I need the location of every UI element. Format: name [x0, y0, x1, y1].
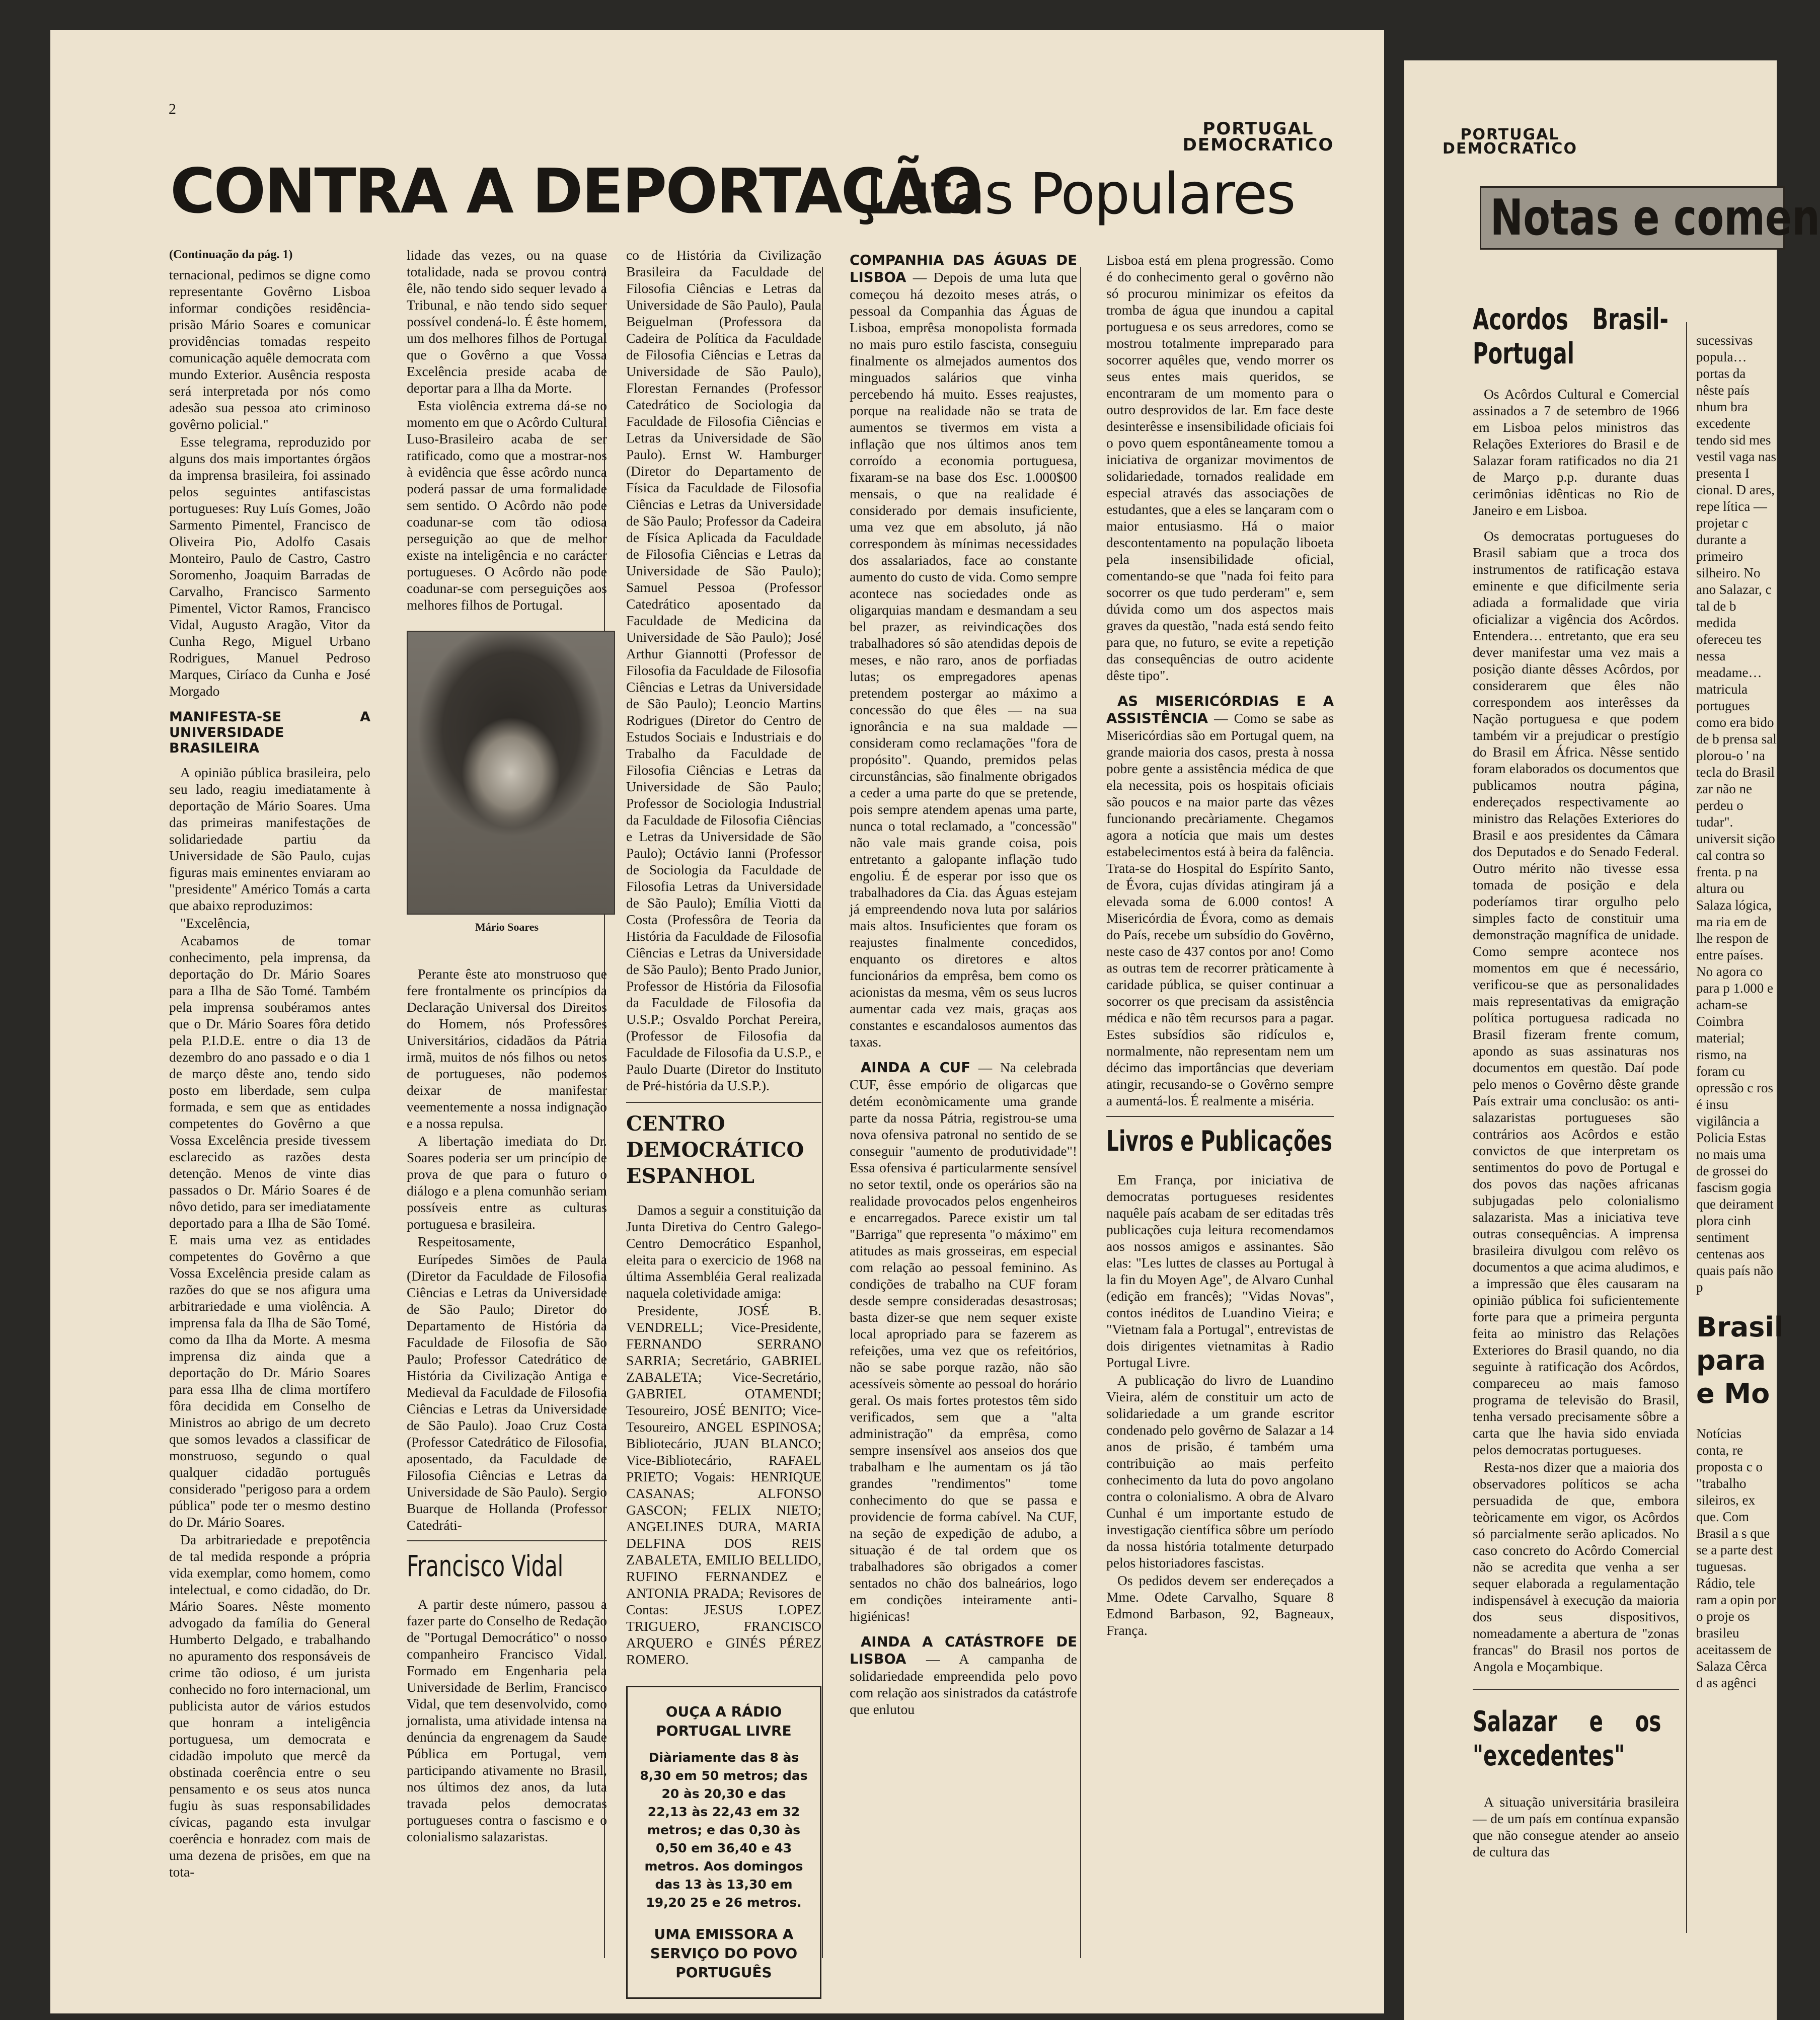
- paragraph-fragment: Notícias conta, re proposta c o "trabalho sileiros, ex que. Com Brasil a s que se a parte dest tuguesas. Rádio, tele ram a opin por o proje os brasileu aceitassem de Salaza Cêrca d as agênci: [1696, 1426, 1776, 1690]
- section-heading: MANIFESTA-SE A UNIVERSIDADE BRASILEIRA: [169, 709, 370, 756]
- portrait-photo: [407, 631, 615, 915]
- paragraph: [850, 1633, 1077, 1717]
- masthead: PORTUGAL DEMOCRATICO: [1443, 126, 1577, 158]
- paragraph: Acabamos de tomar conhecimento, pela imprensa, da deportação do Dr. Mário Soares para a Ilha de São Tomé. Também pela imprensa soubéramos antes que o Dr. Mário Soares fôra detido pela P.I.D.E. entre o dia 13 de dezembro do ano passado e o dia 1 de março dêste ano, tendo sido posto em liberdade, sem culpa formada, e sem que as entidades competentes do Govêrno a que Vossa Excelência preside tivessem esclarecido as razões desta detenção. Menos de vinte dias passados o Dr. Mário Soares é de nôvo detido, para ser imediatamente deportado para a Ilha de São Tomé. E mais uma vez as entidades competentes do Govêrno a que Vossa Excelência preside calam as razões do que se nos afigura uma arbitrariedade e uma violência. A imprensa fala da Ilha de São Tomé, como da Ilha da Morte. A mesma imprensa diz ainda que a deportação do Dr. Mário Soares para essa Ilha de clima mortífero fôra decidida em Conselho de Ministros ao abrigo de um decreto que somos levados a classificar de monstruoso, segundo o qual qualquer cidadão português considerado "perigoso para a ordem pública" pode ter o mesmo destino do Dr. Mário Soares.: [169, 933, 370, 1530]
- paragraph-text: — Na celebrada CUF, êsse empório de oligarcas que detém econòmicamente uma grande parte da nossa Pátria, registrou-se uma nova ofensiva patronal no sentido de se conseguir "aumento de produtividade"! Essa ofensiva é particularmente sensível no setor textil, onde os operários são na realidade provocados pelos engenheiros e encarregados. Parece existir um tal "Barriga" que representa "o máximo" em atitudes as mais grosseiras, em especial com relação ao pessoal feminino. As condições de trabalho na CUF foram desde sempre consideradas desastrosas; basta dizer-se que nem sequer existe local apropriado para se fazerem as refeições, uma vez que os refeitórios, não se sabe porque razão, não são acessíveis sòmente ao pessoal do horário geral. Os mais fortes protestos têm sido verificados, sem que a "alta administração" da emprêsa, como sempre insensível aos anseios dos que trabalham e lhe aumentam os já tão grandes "rendimentos" tome conhecimento do que se passa e providencie de forma cabível. Na CUF, na seção de expedição de adubo, a situação é de tal ordem que os trabalhadores são obrigados a comer sentados no chão dos balneários, logo em condições inteiramente anti-higiénicas!: [850, 1060, 1077, 1624]
- paragraph: Lisboa está em plena progressão. Como é do conhecimento geral o govêrno não só procurou minimizar os efeitos da tromba de água que inundou a capital portuguesa e os seus arredores, como se mostrou totalmente impreparado para socorrer aquêles que, vendo morrer os seus entes mais queridos, se encontraram de um momento para o outro desprovidos de lar. Em face deste desinterêsse e insensibilidade oficiais foi o povo quem espontâneamente tomou a iniciativa de organizar movimentos de solidariedade, tornados realidade em especial através das associações de estudantes, que a eles se lançaram com o maior entusiasmo. Há o maior descontentamento na população liboeta pela insensibilidade oficial, comentando-se que "nada foi feito para socorrer os que tudo perderam" e, sem dúvida como um dos aspectos mais graves da questão, "nada está sendo feito para que, no futuro, se evite a repetição das consequências de outro acidente dêste tipo".: [1106, 252, 1334, 683]
- run-in-heading: COMPANHIA DAS ÁGUAS DE LISBOA: [850, 252, 1077, 285]
- paragraph-text: — Depois de uma luta que começou há dezoito meses atrás, o pessoal da Companhia das Águas de Lisboa, emprêsa monopolista formada no mais puro estilo fascista, conseguiu finalmente os almejados aumentos dos minguados salários que vinha percebendo há muito. Esses reajustes, porque na realidade não se trata de aumentos se tivermos em vista a inflação que nos últimos anos tem corroído a economia portuguesa, fixaram-se na base dos Esc. 1.000$00 mensais, o que na realidade é considerado por demais insuficiente, uma vez que em absoluto, já não correspondem às mínimas necessidades dos assalariados, face ao constante aumento do custo de vida. Como sempre acontece nas sociedades onde as oligarquias mandam e desmandam a seu bel prazer, as reivindicações dos trabalhadores só são atendidas depois de meses, e não raro, anos de porfiadas lutas; os empregadores apenas pretendem postergar ao máximo a concessão do que êles — na sua ignorância e na sua maldade — consideram como reclamações "fora de propósito". Quando, premidos pelas circunstâncias, são finalmente obrigados a ceder a uma parte do que se pretende, pois sempre atendem apenas uma parte, nunca o total reclamado, a "concessão" não vale mais grande coisa, pois entretanto a galopante inflação tudo engoliu. É de esperar por isso que os trabalhadores da Cia. das Águas estejam já empreendendo nova luta por salários mais altos. Insuficientes que foram os reajustes finalmente concedidos, enquanto os diretores e altos funcionários da emprêsa, bem como os acionistas da mesma, vêm os seus lucros aumentar cada vez mais, graças aos constantes e escandalosos aumentos das taxas.: [850, 269, 1078, 1050]
- column-rule: [1686, 322, 1687, 1933]
- photo-caption: Mário Soares: [475, 921, 539, 933]
- paragraph: ternacional, pedimos se digne como representante Govêrno Lisboa informar condições residência-prisão Mário Soares e comunicar providências tomadas respeito comunicação aquêle democrata com mundo Exterior. Ausência resposta será interpretada por nós como adesão sua pessoa ato criminoso govêrno policial.": [169, 267, 370, 432]
- paragraph: co de História da Civilização Brasileira da Faculdade de Filosofia Ciências e Letras da Universidade de São Paulo), Paula Beiguelman (Professora da Cadeira de Política da Faculdade de Filosofia Ciências e Letras da Universidade de São Paulo), Florestan Fernandes (Professor Catedrático de Sociologia da Faculdade de Filosofia Ciências e Letras da Universidade de São Paulo). Ernst W. Hamburger (Diretor do Departamento de Física da Faculdade de Filosofia Ciências e Letras da Universidade de São Paulo; Professor da Cadeira de Física Aplicada da Faculdade de Filosofia Ciências e Letras da Universidade de São Paulo); Samuel Pessoa (Professor Catedrático aposentado da Faculdade de Medicina da Universidade de São Paulo); José Arthur Giannotti (Professor de Filosofia da Faculdade de Filosofia Ciências e Letras da Universidade de São Paulo); Leoncio Martins Rodrigues (Diretor do Centro de Estudos Sociais e Industriais e do Trabalho da Faculdade de Filosofia Ciências e Letras da Universidade de São Paulo; Professor de Sociologia Industrial da Faculdade de Filosofia Ciências e Letras da Universidade de São Paulo); Octávio Ianni (Professor de Sociologia da Faculdade de Filosofia Letras da Universidade de São Paulo); Emília Viotti da Costa (Professôra de Teoria da História da Faculdade de Filosofia Ciências e Letras da Universidade de São Paulo); Bento Prado Junior, Professor de História da Filosofia da Faculdade de Filosofia da U.S.P.; Osvaldo Porchat Pereira, (Professor de Filosofia da Faculdade de Filosofia da U.S.P., e Paulo Duarte (Diretor do Instituto de Pré-história da U.S.P.).: [626, 247, 821, 1093]
- paragraph: Da arbitrariedade e prepotência de tal medida responde a própria vida exemplar, como homem, como intelectual, e como cidadão, do Dr. Mário Soares. Nêste momento advogado da família do General Humberto Delgado, e trabalhando no apuramento dos responsáveis de crime tão odioso, é um jurista conhecido no foro internacional, um publicista autor de vários estudos que honram a inteligência portuguesa, um democrata e cidadão impoluto que mercê da obstinada coerência entre o seu pensamento e os seus atos nunca fugiu às suas responsabilidades cívicas, pagando esta invulgar coerência e honradez com mais de uma dezena de prisões, em que na tota-: [169, 1532, 370, 1880]
- masthead: PORTUGAL DEMOCRATICO: [1182, 119, 1334, 155]
- article-column-notas: [1473, 302, 1679, 1861]
- section-rule: [1473, 1689, 1679, 1690]
- paragraph: [850, 252, 1077, 1050]
- page-number: 2: [169, 101, 176, 117]
- radio-box-schedule: Diàriamente das 8 às 8,30 em 50 metros; das 20 às 20,30 e das 22,13 às 22,43 em 32 metros; e das 0,30 às 0,50 em 36,40 e 43 metros. Aos domingos das 13 às 13,30 em 19,20 25 e 26 metros.: [640, 1750, 808, 1910]
- section-title-acordos: Acordos Brasil-Portugal: [1473, 302, 1669, 370]
- paragraph: [1106, 693, 1334, 1109]
- radio-box: [626, 1686, 821, 1999]
- paragraph: Os pedidos devem ser endereçados a Mme. Odete Carvalho, Square 8 Edmond Barbason, 92, Bagneaux, França.: [1106, 1573, 1334, 1638]
- column-rule: [1080, 267, 1081, 1958]
- paragraph: A partir deste número, passou a fazer parte do Conselho de Redação de "Portugal Democrático" o nosso companheiro Francisco Vidal. Formado em Engenharia pela Universidade de Berlim, Francisco Vidal, que tem desenvolvido, como jornalista, uma atividade intensa na denúncia da engrenagem da Saude Pública em Portugal, vem participando ativamente no Brasil, nos últimos dez anos, da luta travada pelos democratas portugueses contra o fascismo e o colonialismo salazaristas.: [407, 1596, 607, 1844]
- paragraph: Eurípedes Simões de Paula (Diretor da Faculdade de Filosofia Ciências e Letras da Universidade de São Paulo; Diretor do Departamento de História da Faculdade de Filosofia de São Paulo; Professor Catedrático de História da Civilização Antiga e Medieval da Faculdade de Filosofia Ciências e Letras da Universidade de São Paulo). Joao Cruz Costa (Professor Catedrático de Filosofia, aposentado, da Faculdade de Filosofia Ciências e Letras da Universidade de São Paulo). Sergio Buarque de Hollanda (Professor Catedráti-: [407, 1251, 607, 1533]
- paragraph: Esse telegrama, reproduzido por alguns dos mais importantes órgãos da imprensa brasileira, foi assinado pelos seguintes antifascistas portugueses: Ruy Luís Gomes, João Sarmento Pimentel, Francisco de Oliveira Pio, Adolfo Casais Monteiro, Paulo de Castro, Castro Soromenho, Joaquim Barradas de Carvalho, Francisco Sarmento Pimentel, Victor Ramos, Francisco Vidal, Augusto Aragão, Vitor da Cunha Rego, Miguel Urbano Rodrigues, Manuel Pedroso Marques, Ciríaco da Cunha e José Morgado: [169, 434, 370, 699]
- section-title-brasil: Brasil para e Mo: [1696, 1311, 1784, 1409]
- article-column-right-fragment: [1696, 332, 1784, 2003]
- paragraph: "Excelência,: [180, 915, 250, 931]
- notas-banner-text: Notas e comen: [1490, 189, 1820, 247]
- radio-box-title: OUÇA A RÁDIO PORTUGAL LIVRE: [656, 1703, 792, 1739]
- run-in-heading: AINDA A CUF: [861, 1060, 971, 1076]
- paragraph: Os democratas portugueses do Brasil sabiam que a troca dos instrumentos de ratificação estava eminente e que dificilmente seria adiada a formalidade que viria oficializar a vigência dos Acôrdos. Entendera… entretanto, que era seu dever manifestar uma vez mais a posição diante dêsses Acôrdos, por considerarem que êles não correspondem aos interêsses da Nação portuguesa e que podem também vir a prejudicar o prestígio do Brasil em África. Nêsse sentido foram elaborados os documentos que publicamos noutra página, endereçados respectivamente ao ministro das Relações Exteriores do Brasil e aos presidentes da Câmara dos Deputados e do Senado Federal. Outro mérito não tivesse essa tomada de posição e dela poderíamos tirar orgulho pelo simples facto de constituir uma demonstração magnífica de unidade. Como sempre acontece nos momentos em que é necessário, verificou-se que as personalidades mais representativas da emigração política portuguesa radicada no Brasil fizeram frente comum, apondo as suas assinaturas nos documentos em questão. Daí pode pelo menos o Govêrno dêste grande País extrair uma conclusão: os anti-salazaristas portugueses são contrários aos Acôrdos e estão convictos de que interpretam os sentimentos do povo de Portugal e dos povos das nações africanas subjugadas pelo colonialismo salazarista. Mas a iniciativa teve outras consequências. A imprensa brasileira divulgou com relêvo os documentos a que acima aludimos, e a impressão que êles causaram na opinião pública foi suficientemente forte para que a primeira pergunta feita ao ministro das Relações Exteriores do Brasil quando, no dia seguinte à ratificação dos Acôrdos, compareceu ao mais famoso programa de televisão do Brasil, tenha versado precisamente sôbre a carta que lhe havia sido enviada pelos democratas portugueses.: [1473, 528, 1679, 1457]
- newspaper-page: [50, 30, 1384, 2013]
- paragraph: Resta-nos dizer que a maioria dos observadores políticos se acha persuadida de que, embora teòricamente em vigor, os Acôrdos só parcialmente serão aplicados. No caso concreto do Acôrdo Comercial não se acredita que venha a ser sequer elaborada a regulamentação indispensável à execução da maioria dos seus dispositivos, nomeadamente a abertura de "zonas francas" do Brasil nos portos de Angola e Moçambique.: [1473, 1459, 1679, 1674]
- newspaper-page-next: [1404, 60, 1820, 2020]
- section-title-centro: CENTRO DEMOCRÁTICO ESPANHOL: [626, 1112, 804, 1188]
- paragraph: Perante êste ato monstruoso que fere frontalmente os princípios da Declaração Universal dos Direitos do Homem, nós Professôres Universitários, cidadãos da Pátria irmã, muitos de nós filhos ou netos de portugueses, não podemos deixar de manifestar veementemente a nossa indignação e a nossa repulsa.: [407, 966, 607, 1131]
- article-column-5: [1106, 252, 1334, 1639]
- paragraph: [850, 1059, 1077, 1624]
- section-rule: [626, 1102, 821, 1103]
- run-in-heading: AS MISERICÓRDIAS E A ASSISTÊNCIA: [1106, 693, 1334, 726]
- paragraph: Damos a seguir a constituição da Junta Diretiva do Centro Galego-Centro Democrático Espanhol, eleita para o exercicio de 1968 na última Assembléia Geral realizada naquela coletividade amiga:: [626, 1202, 821, 1301]
- headline-side: Lutas Populares: [866, 162, 1295, 227]
- paragraph: A libertação imediata do Dr. Soares poderia ser um princípio de prova de que para o futuro o diálogo e a plena comunhão seriam possíveis entre as culturas portuguesa e brasileira.: [407, 1133, 607, 1232]
- article-column-3: [626, 247, 821, 1999]
- paragraph: Os Acôrdos Cultural e Comercial assinados a 7 de setembro de 1966 em Lisboa pelos ministros das Relações Exteriores do Brasil e de Salazar foram ratificados no dia 21 de Março p.p. durante duas cerimônias idênticas no Rio de Janeiro e em Lisboa.: [1473, 386, 1679, 518]
- article-column-4: [850, 252, 1077, 1718]
- radio-box-footer: UMA EMISSORA A SERVIÇO DO POVO PORTUGUÊS: [650, 1926, 798, 1981]
- paragraph: Respeitosamente,: [418, 1234, 515, 1249]
- section-title-vidal: Francisco Vidal: [407, 1549, 564, 1583]
- paragraph: A situação universitária brasileira — de um país em contínua expansão que não consegue atender ao anseio de cultura das: [1473, 1794, 1679, 1859]
- section-rule: [1106, 1116, 1334, 1117]
- notas-banner: [1480, 186, 1820, 250]
- run-in-heading: AINDA A CATÁSTROFE DE LISBOA: [850, 1634, 1077, 1667]
- paragraph: Em França, por iniciativa de democratas portugueses residentes naquêle país acabam de ser editadas três publicações cuja leitura recomendamos aos nossos amigos e assinantes. São elas: "Les luttes de classes au Portugal à la fin du Moyen Age", de Alvaro Cunhal (edição em francês); "Vidas Novas", contos inéditos de Luandino Vieira; e "Vietnam fala a Portugal", entrevistas de dois dirigentes vietnamitas à Radio Portugal Livre.: [1106, 1172, 1334, 1370]
- paragraph: Presidente, JOSÉ B. VENDRELL; Vice-Presidente, FERNANDO SERRANO SARRIA; Secretário, GABRIEL ZABALETA; Vice-Secretário, GABRIEL OTAMENDI; Tesoureiro, JOSÉ BENITO; Vice-Tesoureiro, ANGEL ESPINOSA; Bibliotecário, JUAN BLANCO; Vice-Bibliotecário, RAFAEL PRIETO; Vogais: HENRIQUE CASANAS; ALFONSO GASCON; FELIX NIETO; ANGELINES DURA, MARIA DELFINA DOS REIS ZABALETA, EMILIO BELLIDO, RUFINO FERNANDEZ e ANTONIA PRADA; Revisores de Contas: JESUS LOPEZ TRIGUERO, FRANCISCO ARQUERO e GINÉS PÉREZ ROMERO.: [626, 1303, 821, 1667]
- headline-main: CONTRA A DEPORTAÇÃO: [170, 156, 981, 227]
- paragraph: lidade das vezes, ou na quase totalidade, nada se provou contra êle, não tendo sido sequer levado a Tribunal, e não tendo sido sequer possível condená-lo. É êste homem, um dos melhores filhos de Portugal que o Govêrno a que Vossa Excelência preside acaba de deportar para a Ilha da Morte.: [407, 247, 607, 396]
- paragraph: A opinião pública brasileira, pelo seu lado, reagiu imediatamente à deportação de Mário Soares. Uma das primeiras manifestações de solidariedade partiu da Universidade de São Paulo, cujas figuras mais eminentes enviaram ao "presidente" Américo Tomás a carta que abaixo reproduzimos:: [169, 765, 370, 913]
- paragraph-text: — Como se sabe as Misericórdias são em Portugal quem, na grande maioria dos casos, presta à nossa pobre gente a assistência médica de que ela necessita, pois os hospitais oficiais são poucos e na maior parte das vêzes funcionando precàriamente. Chegamos agora a notícia que mais um destes estabelecimentos está à beira da falência. Trata-se do Hospital do Espírito Santo, de Évora, cujas dívidas atingiram já a elevada soma de 6.000 contos! A Misericórdia de Évora, como as demais do País, recebe um subsídio do Govêrno, neste caso de 437 contos por ano! Como as outras tem de recorrer pràticamente à caridade pública, se quiser continuar a socorrer os que precisam da assistência médica e não têm recursos para a pagar. Estes subsídios são ridículos e, normalmente, não representam nem um décimo das importâncias que deveriam atingir, recusando-se o Govêrno sempre a aumentá-los. É realmente a miséria.: [1106, 710, 1334, 1108]
- column-rule: [822, 267, 823, 1958]
- paragraph: A publicação do livro de Luandino Vieira, além de constituir um acto de solidariedade a um grande escritor condenado pelo govêrno de Salazar a 14 anos de prisão, é também uma contribuição ao mais perfeito conhecimento da luta do povo angolano contra o colonialismo. A obra de Alvaro Cunhal é um importante estudo de investigação científica sôbre um período da nossa história totalmente deturpado pelos historiadores fascistas.: [1106, 1372, 1334, 1570]
- continuation-note: (Continuação da pág. 1): [169, 248, 293, 261]
- paragraph: Esta violência extrema dá-se no momento em que o Acôrdo Cultural Luso-Brasileiro acaba de ser ratificado, como que a mostrar-nos à evidência que êsse acôrdo nunca poderá passar de uma formalidade sem sentido. O Acôrdo não pode coadunar-se com tão odiosa perseguição ao que de melhor existe na inteligência e no carácter portugueses. O Acôrdo não pode coadunar-se com perseguições aos melhores filhos de Portugal.: [407, 398, 607, 613]
- paragraph-text: — A campanha de solidariedade empreendida pelo povo com relação aos sinistrados da catástrofe que enlutou: [850, 1651, 1077, 1717]
- article-column-2: [407, 247, 607, 1846]
- section-rule: [407, 1540, 607, 1541]
- section-title-salazar: Salazar e os "excedentes": [1473, 1705, 1661, 1772]
- section-title-livros: Livros e Publicações: [1106, 1125, 1332, 1158]
- paragraph-fragment: sucessivas popula… portas da nêste país nhum bra excedente tendo sid mes vestil vaga nas presenta I cional. D ares, repe lítica — projetar c durante a primeiro silheiro. No ano Salazar, c tal de b medida ofereceu tes nessa meadame… matricula portugues como era bido de b prensa sal plorou-o ' na tecla do Brasil zar não ne perdeu o tudar". universit sição cal contra so frenta. p na altura ou Salaza lógica, ma ria em de lhe respon de entre países. No agora co para p 1.000 e acham-se Coimbra material; rismo, na foram cu opressão c ros é insu vigilância a Policia Estas no mais uma de grossei do fascism gogia que deirament plora cinh sentiment centenas aos quais país não p: [1696, 333, 1777, 1295]
- article-column-1: [169, 247, 370, 1881]
